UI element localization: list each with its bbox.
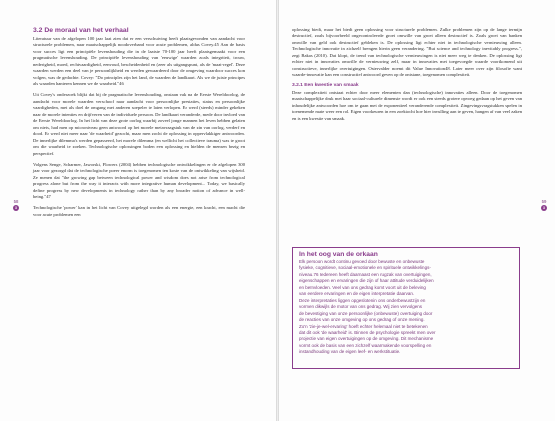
right-paragraph-1: oplossing biedt, maar het biedt geen oplossing voor structurele problemen. Zulke problemen zijn op de lange termijn destructief, zoals bijvoorbeeld ongecontroleerde groei omwille van groei alleen destructief is. Zoals groei van banken omwille van geld ook destructief gebleken is. De oplossing ligt echter niet in technologische vernieuwing alleen. Technologische innovatie in zichzelf brengen hierin geen verandering. "But science and technology inevitably progress.", zegt Bakas (2010). Dat klopt, de trend van technologische vernieuwingen is niet meer weg te denken. De oplossing ligt echter niet in innovaties omwille de vernieuwing zelf, maar in innovaties met toegevoegde waarde voortkomend uit constructieve, innerlijke overtuigingen. Ostervalder noemt dit Value Innovation48. Later meer over zijn filosofie want waarde-innovatie kan een constructief antwoord geven op de ontstane, toegenomen complexiteit. [292,27,522,78]
right-column [292,27,522,127]
callout-line: vormt ook de basis van een zichzelf waarmakende voorspelling en [299,342,432,348]
left-page [0,0,276,421]
callout-body [299,259,514,356]
callout-line: de reacties van onze omgeving op ons gedrag of onze mening. [299,317,425,323]
callout-line: fysieke, cognitieve, sociaal-emotionele en spirituele ontwikkelings- [299,265,431,271]
subsection-heading: 3.2.1 Een kwestie van smaak [292,83,359,89]
page-marker-left [11,199,21,211]
page-number-right: 59 [541,199,547,204]
callout-line: vormen dikwijls de motor van ons gedrag. Wij zien vervolgens [299,304,423,310]
callout-line: niveau.76 Iedereen heeft daarnaast een rugzak van overtuigingen, [299,271,432,277]
left-paragraph-1: Literatuur van de afgelopen 100 jaar laat zien dat er een verschuiving heeft plaatsgevonden van aandacht voor structurele problemen, naar maatschappelijk noodoverband voor acute problemen, aldus Covey.45 Aan de basis voor succes ligt een principiële levenshouding die in de laatste 70-100 jaar heeft plaatsgemaakt voor een pragmatische levenshouding. De principiële levenshouding van 'eeuwige' waarden zoals integriteit, trouw, nederigheid, moed, rechtvaardigheid, eenvoud, bescheidenheid en (zeer als uitgangspunt, als de 'maat-regel'. Deze waarden werden een deel van je persoonlijkheid en werden gewaardeerd door de omgeving waardoor succes kon volgen, was de gedachte. Covey: "Do principles zijn het land, de waarden de landkaart. Als we de juiste principes als waarden hanteren kennen we de waarheid."46 [33,36,245,87]
left-paragraph-3: Volgens Senge, Scharmer, Jaworski, Flowers (2004) hebben technologische ontwikkelingen er de afgelopen 300 jaar voor gezorgd dat de technologische poeer enorm is toegenomen ten koste van de ontwikkeling van wijsheid. Ze menen dat "the growing gap between technological power and wisdom does not arise from technological progress alone but from the way it interacts with more integrative human development... Today, we basically define progress by new developments in technology rather than by any broader notion of advance in well-being."47 [33,161,245,200]
callout-line: Deze interpretaties liggen opgeslotenin ons onderbewustzijn en [299,297,426,303]
callout-title: In het oog van de orkaan [299,251,378,258]
callout-box [292,247,520,369]
section-dot-right: 3 [541,205,547,211]
right-paragraph-2: Deze complexiteit ontstaat echter door meer elementen dan (technologische) innovaties alleen. Door de toegenomen maatschappelijke druk met haar sociaal-culturele dimensie wordt er ook een steeds grotere opvoeg gedaan op het geven van inhoudelijke antwoorden hoe om te gaan met de exponentieel veranderende complexiteit. Zingevingsvragstukken spelen in toenemende mate weer een rol. Eigen voorkeuren in een zoektocht hoe hier invulling aan te geven, hangen af van veel zaken en is een kwestie van smaak. [292,89,522,121]
section-heading: 3.2 De moraal van het verhaal [33,27,129,34]
right-page [279,0,555,421]
callout-line: eigenschappen en ervaringen die zijn of haar attitude verduidelijken [299,278,434,284]
left-paragraph-2: Uit Covey's onderzoek blijkt dat bij de pragmatische levenshouding, onstaan vak na de Eerste Wereldoorlog, de aandacht voor morele waarden verschoof naar aandacht voor persoonlijke prestaties, status en persoonlijke vaardigheden, met als doel de omgang met anderen soepeler te laten verlopen. Er werd (steeds) minder gekeken naar de morele intenties en drijfveren van de individuele persoon. De landkaart veranderde, mede door invloed van de Eerste Wereldoorlog. In het licht van deze grote oorlog waarbij zoveel jonge mannen het leven hebben gelaten om niets, had men op microniveau geen antwoord op het morele metavraagstuk van de zin van oorlog, verderf en dood. Er werd niet meer naar 'de waarheid' gezocht, maar men zocht de oplossing in oppervlakkiger antwoorden. De innerlijke dilemma's werden gepasseerd, het morele dilemma (en wellicht het collectieve trauma) was te groot om die waarheid te zoeken. Technologische oplossingen boden een oplossing en hielden de mensen bezig en perspectief. [33,92,245,156]
left-column [33,27,245,218]
callout-line: de bevestiging van onze persoonlijke (onbewuste) overtuiging door [299,310,433,316]
callout-line: van eerdere ervaringen en de eigen interpretatie daarvan. [299,291,415,297]
page-number-left: 58 [13,199,19,204]
callout-line: instandhouding van de eigen leef- en werkstituatie. [299,349,401,355]
callout-line: projectie van eigen overtuigingen op de omgeving. Dit mechanisme [299,336,434,342]
callout-line: Zo'n 'zie-je-wel-ervaring' hoeft echter helemaal niet te betekenen [299,323,428,329]
section-dot-left: 3 [13,205,19,211]
callout-line: dat dit ook 'de waarheid' is. Binnen de psychologie spreekt men over [299,329,436,335]
page-marker-right [539,199,549,211]
callout-line: en beïnvloeden. Veel van ons gedrag komt voort uit de beleving [299,284,426,290]
left-paragraph-4: Technologische 'power' kan in het licht van Covey uitgelegd worden als een energie, een kracht, een macht die voor acute problemen een [33,205,245,217]
callout-line: Elk persoon wordt continu gevoed door bewuste en onbewuste [299,259,425,264]
